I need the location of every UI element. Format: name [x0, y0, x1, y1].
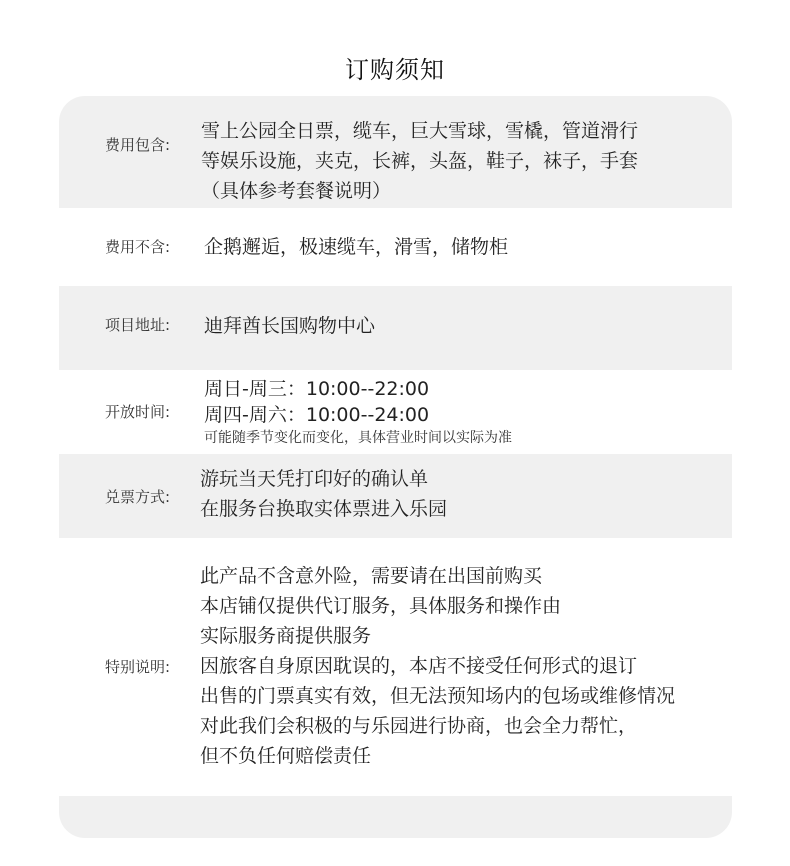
content-line: 周四-周六：10:00--24:00	[204, 404, 430, 426]
section-label: 项目地址:	[105, 316, 171, 334]
content-line: 雪上公园全日票，缆车，巨大雪球，雪橇，管道滑行	[201, 120, 639, 142]
content-line: 企鹅邂逅，极速缆车，滑雪，储物柜	[204, 236, 509, 258]
section-content	[204, 233, 508, 261]
section-label: 兑票方式:	[105, 488, 171, 506]
section-label: 开放时间:	[105, 403, 171, 421]
panel-footer	[59, 796, 732, 838]
section-fees-included	[59, 96, 732, 208]
content-line: 因旅客自身原因耽误的，本店不接受任何形式的退订	[200, 655, 638, 677]
section-content	[200, 464, 447, 524]
section-special-notes	[59, 538, 732, 796]
section-content	[201, 116, 638, 206]
content-line: 在服务台换取实体票进入乐园	[200, 498, 448, 520]
content-line: 实际服务商提供服务	[200, 625, 372, 647]
content-line: 出售的门票真实有效，但无法预知场内的包场或维修情况	[200, 685, 676, 707]
section-content	[200, 561, 675, 771]
content-line: 对此我们会积极的与乐园进行协商，也会全力帮忙，	[200, 715, 638, 737]
section-label: 特别说明:	[105, 658, 171, 676]
content-line: 本店铺仅提供代订服务，具体服务和操作由	[200, 595, 562, 617]
content-line: 此产品不含意外险，需要请在出国前购买	[200, 565, 543, 587]
section-content	[204, 376, 512, 448]
content-line: 游玩当天凭打印好的确认单	[200, 468, 429, 490]
section-opening-hours	[59, 370, 732, 454]
notice-panel	[59, 96, 732, 838]
content-line: 等娱乐设施，夹克，长裤，头盔，鞋子，袜子，手套	[201, 150, 639, 172]
section-fees-excluded	[59, 208, 732, 286]
content-line: （具体参考套餐说明）	[201, 180, 392, 202]
content-line: 但不负任何赔偿责任	[200, 745, 372, 767]
section-label: 费用包含:	[105, 136, 171, 154]
section-content	[204, 312, 375, 340]
section-address	[59, 286, 732, 370]
section-ticket-redemption	[59, 454, 732, 538]
content-line: 迪拜酋长国购物中心	[204, 315, 376, 337]
section-label: 费用不含:	[105, 238, 171, 256]
page-title: 订购须知	[345, 56, 445, 84]
hours-note: 可能随季节变化而变化，具体营业时间以实际为准	[204, 430, 512, 446]
content-line: 周日-周三：10:00--22:00	[204, 378, 430, 400]
